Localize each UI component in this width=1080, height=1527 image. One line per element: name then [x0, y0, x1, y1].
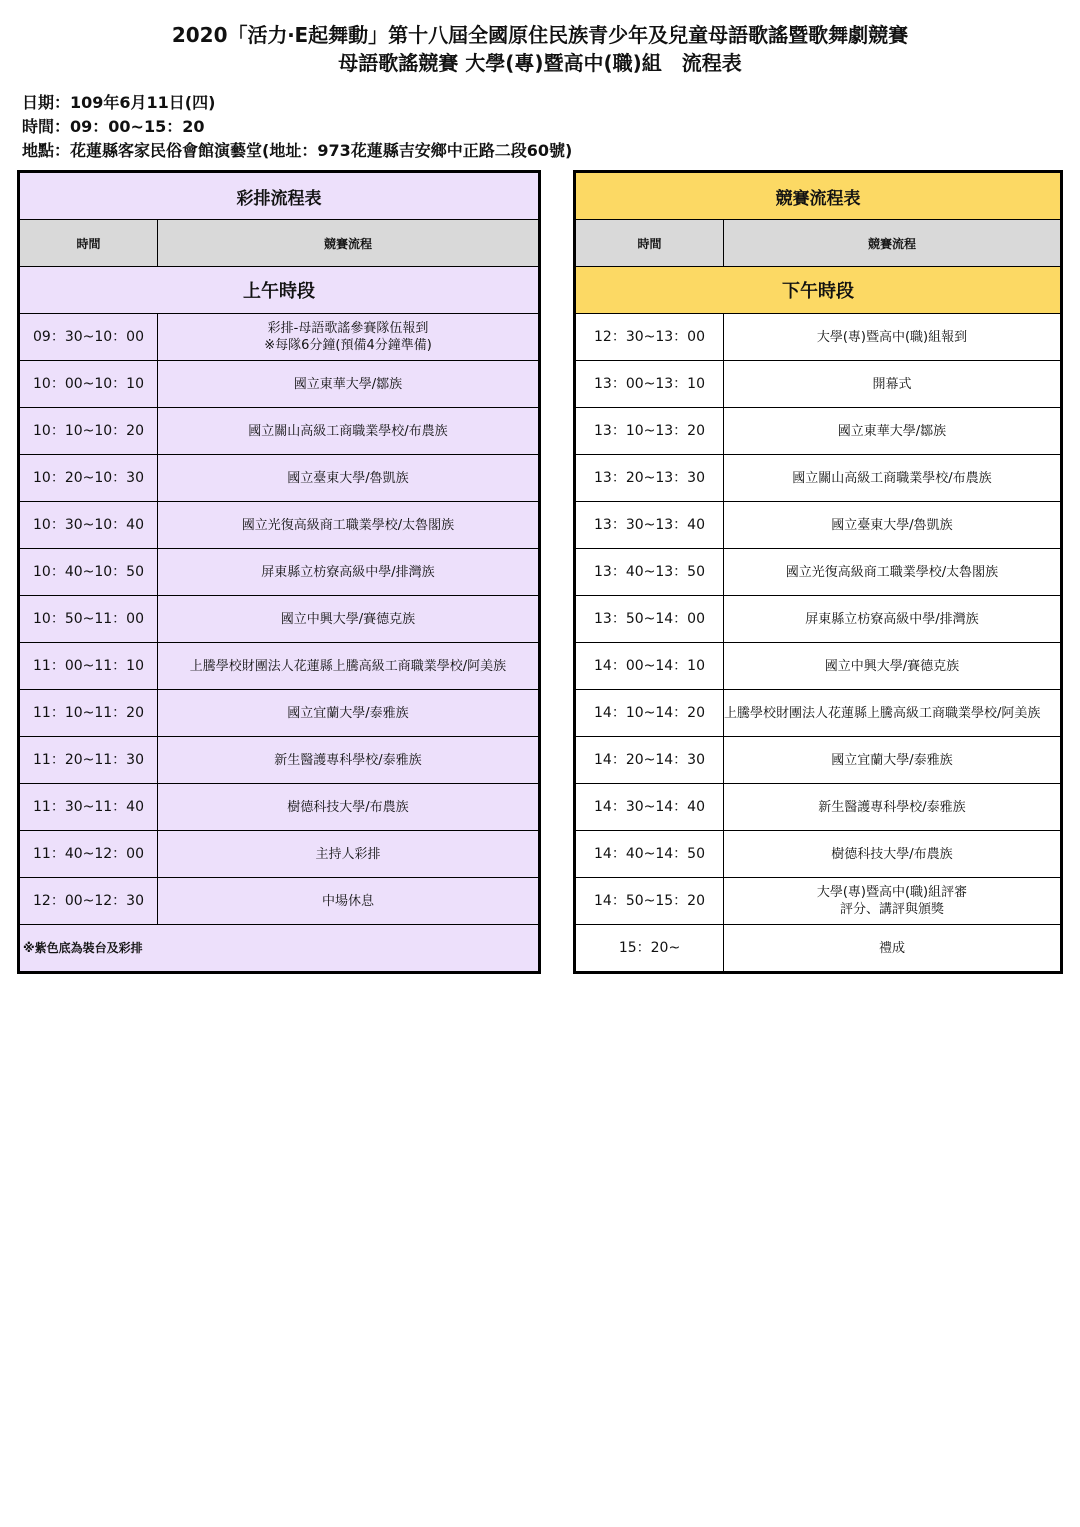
row-event-text: 禮成: [878, 940, 905, 956]
rehearsal-note: ※紫色底為裝台及彩排: [19, 925, 540, 973]
row-time: 14：30~14：40: [575, 784, 724, 831]
row-event: [724, 596, 1062, 643]
row-event: [724, 643, 1062, 690]
rehearsal-col-time: 時間: [19, 220, 158, 267]
document-title-line1: 2020「活力‧E起舞動」第十八屆全國原住民族青少年及兒童母語歌謠暨歌舞劇競賽: [171, 23, 909, 47]
row-event-text: 新生醫護專科學校/泰雅族: [274, 752, 422, 768]
row-time: 11：00~11：10: [19, 643, 158, 690]
table-row: [19, 455, 540, 502]
row-event-text: 國立臺東大學/魯凱族: [287, 470, 409, 486]
table-row: [575, 596, 1062, 643]
row-event-text: 大學(專)暨高中(職)組評審: [816, 885, 968, 900]
row-time: 14：40~14：50: [575, 831, 724, 878]
table-row: [575, 643, 1062, 690]
row-time: 09：30~10：00: [19, 314, 158, 361]
row-time: 14：20~14：30: [575, 737, 724, 784]
row-event-text: 國立光復高級商工職業學校/太魯閣族: [785, 564, 999, 580]
table-row: [19, 784, 540, 831]
row-event-subtext: ※每隊6分鐘(預備4分鐘準備): [264, 338, 432, 353]
table-row: [19, 549, 540, 596]
row-time: 10：20~10：30: [19, 455, 158, 502]
event-date: 日期：109年6月11日(四): [22, 93, 216, 112]
competition-col-event: 競賽流程: [724, 220, 1062, 267]
rehearsal-table-title: 彩排流程表: [19, 172, 540, 220]
table-row: [575, 737, 1062, 784]
row-time: 14：50~15：20: [575, 878, 724, 925]
row-event-text: 大學(專)暨高中(職)組報到: [816, 329, 968, 345]
row-event: [158, 690, 540, 737]
competition-table-title: 競賽流程表: [575, 172, 1062, 220]
row-event: [158, 502, 540, 549]
row-event: [724, 878, 1062, 925]
table-row: [575, 549, 1062, 596]
row-event: [158, 643, 540, 690]
table-row: [575, 878, 1062, 925]
row-event-subtext: 評分、講評與頒獎: [839, 902, 944, 917]
row-event-text: 國立關山高級工商職業學校/布農族: [248, 423, 448, 439]
row-time: 15：20~: [575, 925, 724, 973]
table-row: [575, 408, 1062, 455]
row-time: 11：40~12：00: [19, 831, 158, 878]
table-row: [19, 596, 540, 643]
row-event: [158, 455, 540, 502]
table-row: [19, 361, 540, 408]
row-event: [158, 878, 540, 925]
row-time: 10：40~10：50: [19, 549, 158, 596]
competition-schedule-table: [573, 170, 1063, 974]
row-event: [158, 408, 540, 455]
row-time: 12：30~13：00: [575, 314, 724, 361]
row-time: 13：40~13：50: [575, 549, 724, 596]
table-row: [575, 784, 1062, 831]
row-time: 13：30~13：40: [575, 502, 724, 549]
row-event: [158, 831, 540, 878]
table-row: [19, 690, 540, 737]
table-row: [575, 455, 1062, 502]
row-event: [724, 831, 1062, 878]
document-title-line2: 母語歌謠競賽 大學(專)暨高中(職)組 流程表: [338, 51, 742, 75]
table-row: [19, 925, 540, 973]
row-event-text: 樹德科技大學/布農族: [831, 846, 953, 862]
table-row: [19, 502, 540, 549]
table-row: [575, 925, 1062, 973]
table-row: [19, 878, 540, 925]
row-event: [724, 925, 1062, 973]
table-row: [575, 314, 1062, 361]
row-event: [158, 737, 540, 784]
row-event-text: 國立關山高級工商職業學校/布農族: [792, 470, 992, 486]
row-event-text: 國立宜蘭大學/泰雅族: [287, 705, 409, 721]
row-event-text: 國立東華大學/鄒族: [837, 423, 947, 439]
table-row: [19, 643, 540, 690]
row-event: [724, 502, 1062, 549]
row-time: 14：00~14：10: [575, 643, 724, 690]
row-event-text: 彩排-母語歌謠參賽隊伍報到: [267, 321, 429, 336]
row-event: [158, 314, 540, 361]
row-event: [724, 314, 1062, 361]
row-event-text: 主持人彩排: [315, 846, 381, 862]
row-event-text: 國立臺東大學/魯凱族: [831, 517, 953, 533]
table-row: [575, 361, 1062, 408]
row-event-text: 上騰學校財團法人花蓮縣上騰高級工商職業學校/阿美族: [189, 658, 507, 674]
row-event: [158, 596, 540, 643]
row-event-text: 中場休息: [321, 893, 374, 909]
row-event: [158, 549, 540, 596]
row-time: 11：20~11：30: [19, 737, 158, 784]
row-event: [724, 690, 1062, 737]
row-event-text: 新生醫護專科學校/泰雅族: [818, 799, 966, 815]
row-event-text: 樹德科技大學/布農族: [287, 799, 409, 815]
table-row: [19, 831, 540, 878]
row-time: 11：10~11：20: [19, 690, 158, 737]
row-event: [724, 455, 1062, 502]
row-event-text: 國立光復高級商工職業學校/太魯閣族: [241, 517, 455, 533]
row-time: 13：20~13：30: [575, 455, 724, 502]
row-event-text: 國立東華大學/鄒族: [293, 376, 403, 392]
row-event: [724, 549, 1062, 596]
row-event-text: 上騰學校財團法人花蓮縣上騰高級工商職業學校/阿美族: [724, 705, 1041, 721]
row-event: [724, 408, 1062, 455]
table-row: [575, 502, 1062, 549]
row-time: 13：10~13：20: [575, 408, 724, 455]
morning-section-label: 上午時段: [19, 267, 540, 314]
row-event-text: 國立中興大學/賽德克族: [824, 658, 960, 674]
row-time: 10：00~10：10: [19, 361, 158, 408]
row-event: [724, 361, 1062, 408]
row-event: [724, 737, 1062, 784]
row-event: [158, 784, 540, 831]
row-time: 10：30~10：40: [19, 502, 158, 549]
afternoon-section-label: 下午時段: [575, 267, 1062, 314]
row-time: 11：30~11：40: [19, 784, 158, 831]
row-event-text: 屏東縣立枋寮高級中學/排灣族: [805, 611, 979, 627]
rehearsal-schedule-table: [17, 170, 541, 974]
table-row: [19, 737, 540, 784]
row-time: 12：00~12：30: [19, 878, 158, 925]
row-event-text: 國立中興大學/賽德克族: [280, 611, 416, 627]
table-row: [575, 831, 1062, 878]
table-row: [575, 690, 1062, 737]
row-time: 13：50~14：00: [575, 596, 724, 643]
row-time: 10：10~10：20: [19, 408, 158, 455]
row-event: [158, 361, 540, 408]
row-event-text: 開幕式: [872, 376, 912, 392]
table-row: [19, 408, 540, 455]
event-time: 時間：09：00~15：20: [22, 117, 205, 136]
rehearsal-col-event: 競賽流程: [158, 220, 540, 267]
row-event-text: 屏東縣立枋寮高級中學/排灣族: [261, 564, 435, 580]
row-time: 10：50~11：00: [19, 596, 158, 643]
row-time: 13：00~13：10: [575, 361, 724, 408]
row-time: 14：10~14：20: [575, 690, 724, 737]
row-event: [724, 784, 1062, 831]
row-event-text: 國立宜蘭大學/泰雅族: [831, 752, 953, 768]
event-location: 地點：花蓮縣客家民俗會館演藝堂(地址：973花蓮縣吉安鄉中正路二段60號): [22, 141, 573, 160]
competition-col-time: 時間: [575, 220, 724, 267]
table-row: [19, 314, 540, 361]
